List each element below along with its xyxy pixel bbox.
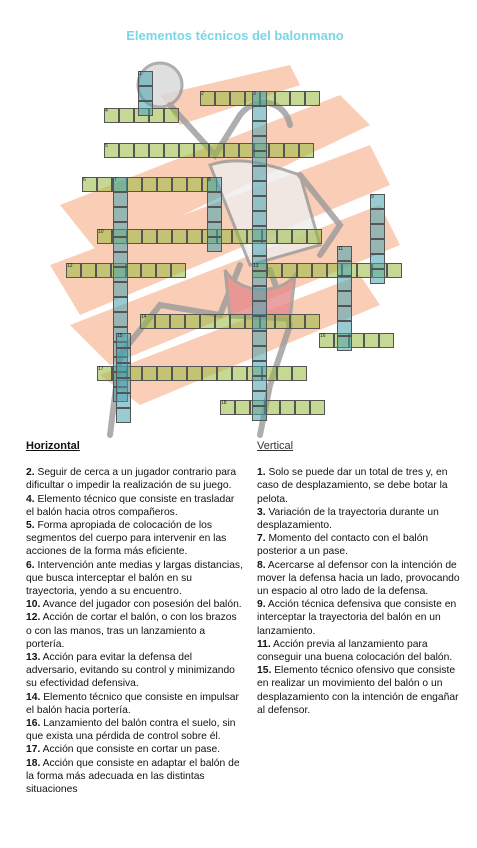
grid-cell[interactable] [370, 254, 385, 269]
grid-cell[interactable] [96, 263, 111, 278]
grid-cell[interactable] [265, 400, 280, 415]
grid-cell[interactable] [81, 263, 96, 278]
grid-number: 11 [338, 246, 344, 252]
grid-cell[interactable] [113, 192, 128, 207]
grid-number: 14 [141, 314, 147, 320]
clue-text: Acción que consiste en adaptar el balón de la forma más adecuada en las distintas situaciones [26, 757, 240, 796]
grid-cell[interactable] [113, 237, 128, 252]
grid-cell[interactable] [142, 177, 157, 192]
grid-cell[interactable] [252, 361, 267, 376]
grid-cell[interactable] [232, 366, 247, 381]
grid-cell[interactable] [232, 229, 247, 244]
grid-cell[interactable] [113, 282, 128, 297]
vertical-clue [257, 638, 467, 664]
clue-number: 15. [257, 665, 272, 677]
horizontal-heading: Horizontal [26, 440, 80, 452]
grid-cell[interactable] [116, 348, 131, 363]
grid-cell[interactable] [292, 229, 307, 244]
clue-number: 12. [26, 612, 41, 624]
clue-text: Forma apropiada de colocación de los segmentos del cuerpo para intervenir en las acciones de la forma más eficiente. [26, 520, 227, 558]
clue-text: Acercarse al defensor con la intención de mover la defensa hacia un lado, provocando un espacio al otro lado de la defensa. [257, 559, 460, 598]
grid-cell[interactable] [252, 406, 267, 421]
grid-number: 3 [253, 91, 256, 97]
grid-cell[interactable] [116, 363, 131, 378]
grid-cell[interactable] [305, 314, 320, 329]
grid-cell[interactable] [252, 151, 267, 166]
grid-cell[interactable] [138, 86, 153, 101]
grid-cell[interactable] [252, 166, 267, 181]
grid-cell[interactable] [172, 177, 187, 192]
grid-cell[interactable] [116, 393, 131, 408]
grid-cell[interactable] [297, 263, 312, 278]
clue-text: Lanzamiento del balón contra el suelo, sin que exista una pérdida de control sobre él. [26, 718, 236, 743]
vertical-clue [257, 559, 467, 599]
grid-cell[interactable] [269, 143, 284, 158]
grid-cell[interactable] [157, 177, 172, 192]
grid-cell[interactable] [179, 143, 194, 158]
horizontal-clues [26, 440, 244, 796]
grid-cell[interactable] [364, 333, 379, 348]
grid-cell[interactable] [337, 261, 352, 276]
grid-number: 18 [221, 400, 227, 406]
grid-cell[interactable] [252, 391, 267, 406]
grid-cell[interactable] [275, 314, 290, 329]
clue-text: Elemento técnico que consiste en impulsar el balón hacia portería. [26, 691, 239, 716]
clue-number: 2. [26, 467, 35, 479]
grid-cell[interactable] [252, 286, 267, 301]
grid-number: 2 [201, 91, 204, 97]
grid-cell[interactable] [252, 106, 267, 121]
grid-cell[interactable] [187, 177, 202, 192]
grid-cell[interactable] [113, 207, 128, 222]
grid-cell[interactable] [290, 91, 305, 106]
clue-number: 8. [257, 559, 266, 571]
grid-cell[interactable] [252, 181, 267, 196]
grid-cell[interactable] [284, 143, 299, 158]
puzzle-title: Elementos técnicos del balonmano [126, 28, 344, 43]
grid-cell[interactable] [370, 269, 385, 284]
grid-cell[interactable] [157, 229, 172, 244]
grid-cell[interactable] [252, 316, 267, 331]
clue-text: Variación de la trayectoria durante un desplazamiento. [257, 506, 439, 532]
clue-text: Acción técnica defensiva que consiste en interceptar la trayectoria del balón en un lanzamiento. [257, 599, 457, 637]
grid-cell[interactable] [113, 312, 128, 327]
grid-cell[interactable] [141, 263, 156, 278]
clue-text: Acción para evitar la defensa del adversario, evitando su control y minimizando su efectividad defensiva. [26, 652, 235, 690]
grid-cell[interactable] [337, 321, 352, 336]
clue-number: 13. [26, 652, 41, 664]
clue-number: 16. [26, 718, 41, 730]
horizontal-clue [26, 559, 244, 599]
clue-number: 14. [26, 691, 41, 703]
grid-number: 6 [83, 177, 86, 183]
clue-number: 10. [26, 599, 41, 611]
grid-cell[interactable] [252, 211, 267, 226]
grid-cell[interactable] [277, 366, 292, 381]
grid-cell[interactable] [113, 267, 128, 282]
grid-cell[interactable] [299, 143, 314, 158]
grid-cell[interactable] [142, 366, 157, 381]
vertical-clue [257, 532, 467, 558]
horizontal-clue [26, 493, 244, 519]
grid-cell[interactable] [252, 346, 267, 361]
horizontal-clue [26, 651, 244, 691]
grid-cell[interactable] [185, 314, 200, 329]
clue-text: Avance del jugador con posesión del balón. [40, 599, 242, 611]
grid-number: 12 [67, 263, 73, 269]
grid-cell[interactable] [217, 366, 232, 381]
grid-cell[interactable] [164, 108, 179, 123]
grid-cell[interactable] [310, 400, 325, 415]
grid-cell[interactable] [252, 121, 267, 136]
grid-number: 17 [98, 366, 104, 372]
clue-number: 9. [257, 599, 266, 611]
grid-cell[interactable] [230, 91, 245, 106]
grid-cell[interactable] [127, 177, 142, 192]
vertical-clue [257, 466, 467, 506]
grid-cell[interactable] [207, 222, 222, 237]
grid-number: 1 [139, 71, 142, 77]
horizontal-clue [26, 757, 244, 797]
grid-cell[interactable] [164, 143, 179, 158]
grid-cell[interactable] [207, 237, 222, 252]
clue-text: Acción previa al lanzamiento para conseguir una buena colocación del balón. [257, 638, 453, 664]
grid-cell[interactable] [230, 314, 245, 329]
grid-cell[interactable] [252, 376, 267, 391]
grid-cell[interactable] [207, 192, 222, 207]
clue-number: 17. [26, 744, 41, 756]
grid-cell[interactable] [277, 229, 292, 244]
grid-cell[interactable] [305, 91, 320, 106]
vertical-heading: Vertical [257, 440, 294, 452]
grid-cell[interactable] [207, 207, 222, 222]
grid-cell[interactable] [171, 263, 186, 278]
grid-cell[interactable] [142, 229, 157, 244]
grid-cell[interactable] [209, 143, 224, 158]
vertical-clue [257, 664, 467, 717]
vertical-clues [257, 440, 467, 717]
grid-cell[interactable] [187, 366, 202, 381]
grid-cell[interactable] [113, 252, 128, 267]
grid-cell[interactable] [138, 101, 153, 116]
grid-cell[interactable] [379, 333, 394, 348]
grid-cell[interactable] [252, 301, 267, 316]
clue-text: Elemento técnico ofensivo que consiste en realizar un movimiento del balón o un desplazamiento con la intención de engañar al defensor. [257, 665, 459, 716]
grid-number: 8 [208, 177, 211, 183]
grid-cell[interactable] [127, 229, 142, 244]
grid-cell[interactable] [172, 366, 187, 381]
clue-number: 11. [257, 638, 271, 650]
grid-cell[interactable] [116, 378, 131, 393]
clue-text: Momento del contacto con el balón posterior a un pase. [257, 533, 429, 558]
grid-cell[interactable] [156, 263, 171, 278]
grid-cell[interactable] [292, 366, 307, 381]
grid-cell[interactable] [370, 209, 385, 224]
clue-number: 7. [257, 533, 266, 545]
horizontal-clue [26, 466, 244, 492]
grid-cell[interactable] [312, 263, 327, 278]
clue-number: 4. [26, 493, 35, 505]
grid-cell[interactable] [370, 224, 385, 239]
grid-number: 7 [114, 177, 117, 183]
grid-cell[interactable] [172, 229, 187, 244]
grid-cell[interactable] [170, 314, 185, 329]
clue-number: 1. [257, 467, 266, 479]
grid-cell[interactable] [337, 336, 352, 351]
grid-cell[interactable] [370, 239, 385, 254]
clue-text: Intervención ante medias y largas distancias, que busca interceptar el balón en su trayectoria, yendo a su encuentro. [26, 559, 243, 598]
grid-cell[interactable] [202, 366, 217, 381]
grid-cell[interactable] [252, 226, 267, 241]
clue-text: Acción de cortar el balón, o con los brazos o con las manos, tras un lanzamiento a portería. [26, 612, 237, 650]
grid-cell[interactable] [200, 314, 215, 329]
grid-cell[interactable] [224, 143, 239, 158]
grid-cell[interactable] [282, 263, 297, 278]
grid-cell[interactable] [113, 297, 128, 312]
horizontal-clue [26, 519, 244, 559]
grid-cell[interactable] [215, 314, 230, 329]
grid-cell[interactable] [295, 400, 310, 415]
clue-text: Seguir de cerca a un jugador contrario para dificultar o impedir la realización de su juego. [26, 467, 237, 492]
grid-cell[interactable] [126, 263, 141, 278]
grid-cell[interactable] [149, 143, 164, 158]
horizontal-clue [26, 743, 244, 756]
grid-cell[interactable] [337, 276, 352, 291]
grid-number: 4 [105, 108, 108, 114]
grid-cell[interactable] [290, 314, 305, 329]
grid-cell[interactable] [307, 229, 322, 244]
grid-cell[interactable] [280, 400, 295, 415]
horizontal-clue [26, 611, 244, 651]
grid-number: 16 [320, 333, 326, 339]
grid-cell[interactable] [275, 91, 290, 106]
grid-cell[interactable] [116, 408, 131, 423]
clue-number: 5. [26, 520, 35, 532]
grid-cell[interactable] [215, 91, 230, 106]
clue-number: 3. [257, 506, 266, 518]
grid-number: 10 [98, 229, 104, 235]
grid-cell[interactable] [337, 291, 352, 306]
grid-cell[interactable] [119, 108, 134, 123]
grid-cell[interactable] [252, 196, 267, 211]
grid-cell[interactable] [252, 271, 267, 286]
grid-cell[interactable] [97, 177, 112, 192]
clue-text: Elemento técnico que consiste en trasladar el balón hacia otros compañeros. [26, 493, 235, 518]
grid-cell[interactable] [194, 143, 209, 158]
grid-cell[interactable] [235, 400, 250, 415]
grid-cell[interactable] [157, 366, 172, 381]
clue-text: Acción que consiste en cortar un pase. [40, 744, 221, 756]
grid-cell[interactable] [155, 314, 170, 329]
clue-number: 6. [26, 559, 35, 571]
grid-cell[interactable] [267, 263, 282, 278]
grid-cell[interactable] [387, 263, 402, 278]
grid-number: 13 [253, 263, 259, 269]
horizontal-clue [26, 598, 244, 611]
horizontal-clue [26, 691, 244, 717]
grid-cell[interactable] [252, 331, 267, 346]
grid-cell[interactable] [134, 143, 149, 158]
grid-number: 9 [371, 194, 374, 200]
vertical-clue [257, 506, 467, 532]
grid-cell[interactable] [187, 229, 202, 244]
clue-text: Solo se puede dar un total de tres y, en caso de desplazamiento, se debe botar la pelota. [257, 467, 448, 505]
grid-number: 5 [105, 143, 108, 149]
clue-number: 18. [26, 757, 41, 769]
grid-cell[interactable] [113, 222, 128, 237]
horizontal-clue [26, 717, 244, 743]
grid-cell[interactable] [252, 241, 267, 256]
vertical-clue [257, 598, 467, 638]
grid-number: 15 [117, 333, 123, 339]
grid-cell[interactable] [252, 136, 267, 151]
grid-cell[interactable] [119, 143, 134, 158]
grid-cell[interactable] [337, 306, 352, 321]
